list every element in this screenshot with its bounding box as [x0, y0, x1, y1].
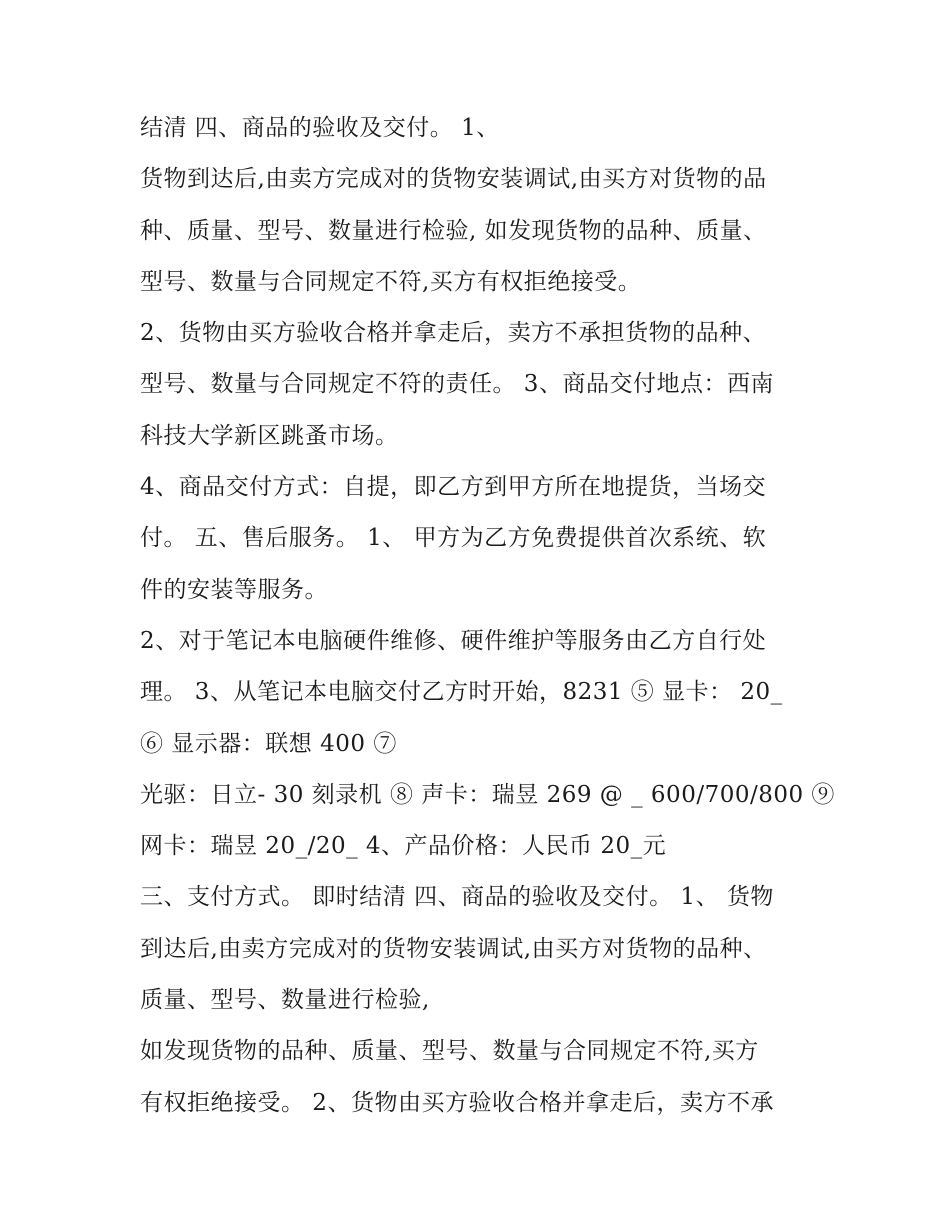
text-line: 三、支付方式。 即时结清 四、商品的验收及交付。 1、 货物 — [140, 884, 774, 911]
text-line: 如发现货物的品种、质量、型号、数量与合同规定不符,买方 — [140, 1038, 759, 1065]
text-line: 件的安装等服务。 — [140, 576, 328, 603]
text-line: 结清 四、商品的验收及交付。 1、 — [140, 115, 500, 141]
text-line: 4、商品交付方式：自提，即乙方到甲方所在地提货，当场交 — [140, 474, 767, 501]
text-line: 科技大学新区跳蚤市场。 — [140, 422, 399, 449]
text-line: 网卡：瑞昱 20_/20_ 4、产品价格：人民币 20_元 — [140, 833, 667, 860]
text-line: 有权拒绝接受。 2、货物由买方验收合格并拿走后，卖方不承 — [140, 1089, 774, 1116]
text-line: 到达后,由卖方完成对的货物安装调试,由买方对货物的品种、 — [140, 935, 767, 962]
text-line: 种、质量、型号、数量进行检验, 如发现货物的品种、质量、 — [140, 217, 767, 244]
text-line: 理。 3、从笔记本电脑交付乙方时开始，8231 ⑤ 显卡： 20_ — [140, 679, 783, 706]
text-line: 货物到达后,由卖方完成对的货物安装调试,由买方对货物的品 — [140, 166, 767, 193]
text-line: 质量、型号、数量进行检验, — [140, 987, 430, 1014]
text-line: 2、货物由买方验收合格并拿走后，卖方不承担货物的品种、 — [140, 320, 767, 347]
document-body — [140, 103, 835, 1129]
text-line: 光驱：日立- 30 刻录机 ⑧ 声卡：瑞昱 269 @ _ 600/700/800 ⑨ — [140, 781, 835, 808]
text-line: ⑥ 显示器：联想 400 ⑦ — [140, 730, 397, 757]
text-line: 2、对于笔记本电脑硬件维修、硬件维护等服务由乙方自行处 — [140, 627, 767, 654]
text-line: 型号、数量与合同规定不符的责任。 3、商品交付地点：西南 — [140, 371, 774, 398]
text-line: 付。 五、售后服务。 1、 甲方为乙方免费提供首次系统、软 — [140, 525, 767, 552]
text-line: 型号、数量与合同规定不符,买方有权拒绝接受。 — [140, 268, 642, 295]
